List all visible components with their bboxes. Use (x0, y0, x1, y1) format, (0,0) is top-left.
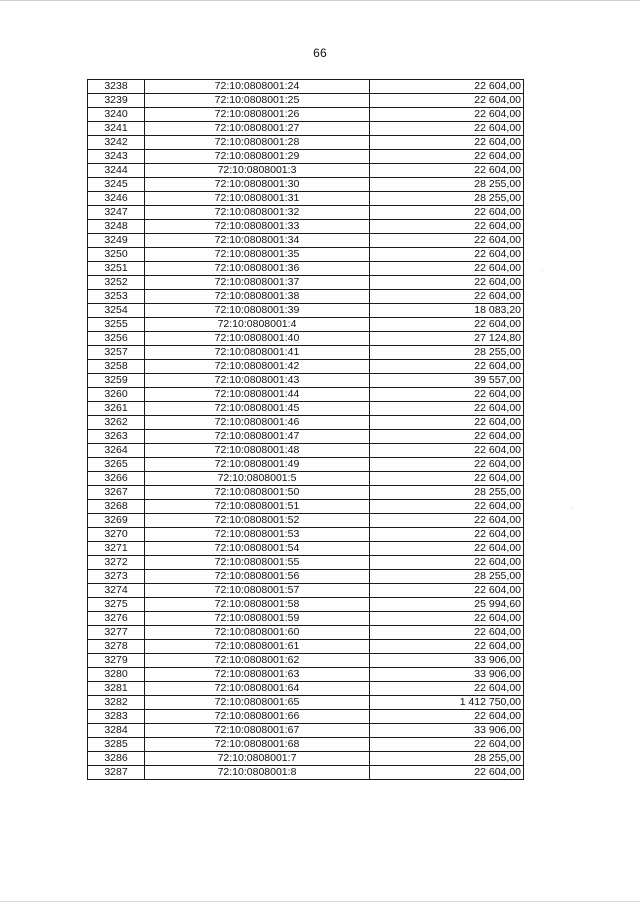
cadastral-value-cell: 22 604,00 (370, 528, 524, 542)
cadastral-value-cell: 33 906,00 (370, 724, 524, 738)
row-number-cell: 3266 (88, 472, 145, 486)
cadastral-value-table (87, 79, 524, 780)
row-number-cell: 3261 (88, 402, 145, 416)
cadastral-value-cell: 22 604,00 (370, 290, 524, 304)
table-row (88, 430, 524, 444)
row-number-cell: 3267 (88, 486, 145, 500)
row-number-cell: 3268 (88, 500, 145, 514)
cadastral-number-cell: 72:10:0808001:30 (145, 178, 370, 192)
cadastral-number-cell: 72:10:0808001:26 (145, 108, 370, 122)
cadastral-number-cell: 72:10:0808001:24 (145, 80, 370, 94)
row-number-cell: 3256 (88, 332, 145, 346)
cadastral-number-cell: 72:10:0808001:39 (145, 304, 370, 318)
table-row (88, 556, 524, 570)
cadastral-number-cell: 72:10:0808001:28 (145, 136, 370, 150)
table-row (88, 136, 524, 150)
table-row (88, 472, 524, 486)
cadastral-value-cell: 22 604,00 (370, 402, 524, 416)
cadastral-value-cell: 22 604,00 (370, 416, 524, 430)
cadastral-value-cell: 22 604,00 (370, 276, 524, 290)
cadastral-value-cell: 22 604,00 (370, 640, 524, 654)
row-number-cell: 3243 (88, 150, 145, 164)
row-number-cell: 3263 (88, 430, 145, 444)
cadastral-value-cell: 22 604,00 (370, 164, 524, 178)
cadastral-number-cell: 72:10:0808001:52 (145, 514, 370, 528)
cadastral-value-cell: 22 604,00 (370, 388, 524, 402)
cadastral-number-cell: 72:10:0808001:67 (145, 724, 370, 738)
table-row (88, 710, 524, 724)
row-number-cell: 3248 (88, 220, 145, 234)
table-row (88, 192, 524, 206)
cadastral-number-cell: 72:10:0808001:46 (145, 416, 370, 430)
row-number-cell: 3252 (88, 276, 145, 290)
bottom-border-line (0, 901, 640, 902)
row-number-cell: 3283 (88, 710, 145, 724)
cadastral-number-cell: 72:10:0808001:66 (145, 710, 370, 724)
table-row (88, 752, 524, 766)
cadastral-number-cell: 72:10:0808001:25 (145, 94, 370, 108)
cadastral-value-cell: 22 604,00 (370, 122, 524, 136)
table-row (88, 262, 524, 276)
table-row (88, 178, 524, 192)
top-border-line (0, 0, 640, 1)
table-row (88, 416, 524, 430)
cadastral-value-cell: 22 604,00 (370, 234, 524, 248)
cadastral-number-cell: 72:10:0808001:48 (145, 444, 370, 458)
cadastral-value-cell: 22 604,00 (370, 430, 524, 444)
cadastral-value-cell: 22 604,00 (370, 262, 524, 276)
row-number-cell: 3249 (88, 234, 145, 248)
row-number-cell: 3277 (88, 626, 145, 640)
cadastral-value-cell: 22 604,00 (370, 360, 524, 374)
cadastral-number-cell: 72:10:0808001:37 (145, 276, 370, 290)
cadastral-number-cell: 72:10:0808001:58 (145, 598, 370, 612)
cadastral-number-cell: 72:10:0808001:59 (145, 612, 370, 626)
cadastral-value-cell: 22 604,00 (370, 248, 524, 262)
page-number: 66 (313, 46, 327, 60)
row-number-cell: 3265 (88, 458, 145, 472)
table-row (88, 108, 524, 122)
cadastral-value-cell: 22 604,00 (370, 206, 524, 220)
table-row (88, 696, 524, 710)
cadastral-value-cell: 22 604,00 (370, 710, 524, 724)
table-row (88, 276, 524, 290)
table-row (88, 122, 524, 136)
cadastral-value-cell: 28 255,00 (370, 178, 524, 192)
table-row (88, 94, 524, 108)
cadastral-value-cell: 22 604,00 (370, 542, 524, 556)
row-number-cell: 3271 (88, 542, 145, 556)
row-number-cell: 3284 (88, 724, 145, 738)
table-row (88, 318, 524, 332)
row-number-cell: 3259 (88, 374, 145, 388)
table-row (88, 514, 524, 528)
table-row (88, 332, 524, 346)
cadastral-value-cell: 22 604,00 (370, 682, 524, 696)
cadastral-number-cell: 72:10:0808001:47 (145, 430, 370, 444)
row-number-cell: 3241 (88, 122, 145, 136)
table-row (88, 654, 524, 668)
table-row (88, 290, 524, 304)
row-number-cell: 3276 (88, 612, 145, 626)
row-number-cell: 3281 (88, 682, 145, 696)
cadastral-number-cell: 72:10:0808001:32 (145, 206, 370, 220)
cadastral-value-cell: 22 604,00 (370, 584, 524, 598)
row-number-cell: 3285 (88, 738, 145, 752)
row-number-cell: 3280 (88, 668, 145, 682)
cadastral-number-cell: 72:10:0808001:8 (145, 766, 370, 780)
row-number-cell: 3279 (88, 654, 145, 668)
cadastral-value-cell: 28 255,00 (370, 192, 524, 206)
table-row (88, 164, 524, 178)
cadastral-number-cell: 72:10:0808001:33 (145, 220, 370, 234)
table-row (88, 612, 524, 626)
row-number-cell: 3242 (88, 136, 145, 150)
cadastral-number-cell: 72:10:0808001:36 (145, 262, 370, 276)
table-row (88, 80, 524, 94)
cadastral-value-cell: 28 255,00 (370, 486, 524, 500)
cadastral-value-cell: 28 255,00 (370, 752, 524, 766)
cadastral-value-cell: 22 604,00 (370, 514, 524, 528)
row-number-cell: 3282 (88, 696, 145, 710)
cadastral-value-cell: 22 604,00 (370, 626, 524, 640)
row-number-cell: 3262 (88, 416, 145, 430)
cadastral-number-cell: 72:10:0808001:50 (145, 486, 370, 500)
table-body (88, 80, 524, 780)
cadastral-value-cell: 22 604,00 (370, 458, 524, 472)
cadastral-value-cell: 22 604,00 (370, 444, 524, 458)
table-row (88, 458, 524, 472)
cadastral-number-cell: 72:10:0808001:56 (145, 570, 370, 584)
cadastral-number-cell: 72:10:0808001:45 (145, 402, 370, 416)
row-number-cell: 3254 (88, 304, 145, 318)
cadastral-number-cell: 72:10:0808001:43 (145, 374, 370, 388)
cadastral-number-cell: 72:10:0808001:57 (145, 584, 370, 598)
cadastral-number-cell: 72:10:0808001:40 (145, 332, 370, 346)
scan-speck: · (570, 503, 573, 513)
cadastral-number-cell: 72:10:0808001:3 (145, 164, 370, 178)
table-row (88, 402, 524, 416)
table-row (88, 738, 524, 752)
cadastral-number-cell: 72:10:0808001:35 (145, 248, 370, 262)
row-number-cell: 3245 (88, 178, 145, 192)
cadastral-value-cell: 18 083,20 (370, 304, 524, 318)
row-number-cell: 3272 (88, 556, 145, 570)
row-number-cell: 3253 (88, 290, 145, 304)
row-number-cell: 3286 (88, 752, 145, 766)
row-number-cell: 3287 (88, 766, 145, 780)
cadastral-number-cell: 72:10:0808001:5 (145, 472, 370, 486)
cadastral-number-cell: 72:10:0808001:29 (145, 150, 370, 164)
cadastral-number-cell: 72:10:0808001:51 (145, 500, 370, 514)
table-row (88, 360, 524, 374)
row-number-cell: 3239 (88, 94, 145, 108)
cadastral-number-cell: 72:10:0808001:65 (145, 696, 370, 710)
row-number-cell: 3244 (88, 164, 145, 178)
cadastral-number-cell: 72:10:0808001:49 (145, 458, 370, 472)
cadastral-number-cell: 72:10:0808001:61 (145, 640, 370, 654)
cadastral-value-cell: 22 604,00 (370, 500, 524, 514)
cadastral-value-cell: 27 124,80 (370, 332, 524, 346)
row-number-cell: 3270 (88, 528, 145, 542)
cadastral-value-cell: 39 557,00 (370, 374, 524, 388)
cadastral-number-cell: 72:10:0808001:53 (145, 528, 370, 542)
table-row (88, 374, 524, 388)
row-number-cell: 3264 (88, 444, 145, 458)
cadastral-value-cell: 1 412 750,00 (370, 696, 524, 710)
cadastral-number-cell: 72:10:0808001:63 (145, 668, 370, 682)
row-number-cell: 3269 (88, 514, 145, 528)
row-number-cell: 3274 (88, 584, 145, 598)
table-row (88, 668, 524, 682)
row-number-cell: 3238 (88, 80, 145, 94)
cadastral-number-cell: 72:10:0808001:64 (145, 682, 370, 696)
table-row (88, 724, 524, 738)
row-number-cell: 3278 (88, 640, 145, 654)
cadastral-number-cell: 72:10:0808001:7 (145, 752, 370, 766)
table-row (88, 248, 524, 262)
cadastral-number-cell: 72:10:0808001:55 (145, 556, 370, 570)
scan-speck: · (541, 265, 544, 275)
table-row (88, 304, 524, 318)
cadastral-number-cell: 72:10:0808001:60 (145, 626, 370, 640)
cadastral-value-cell: 22 604,00 (370, 318, 524, 332)
cadastral-value-cell: 28 255,00 (370, 570, 524, 584)
cadastral-value-cell: 22 604,00 (370, 738, 524, 752)
cadastral-value-cell: 22 604,00 (370, 136, 524, 150)
cadastral-number-cell: 72:10:0808001:68 (145, 738, 370, 752)
cadastral-number-cell: 72:10:0808001:38 (145, 290, 370, 304)
cadastral-number-cell: 72:10:0808001:42 (145, 360, 370, 374)
cadastral-value-cell: 22 604,00 (370, 80, 524, 94)
table-row (88, 682, 524, 696)
cadastral-number-cell: 72:10:0808001:41 (145, 346, 370, 360)
cadastral-value-cell: 22 604,00 (370, 150, 524, 164)
cadastral-value-cell: 22 604,00 (370, 556, 524, 570)
table-row (88, 150, 524, 164)
cadastral-value-cell: 22 604,00 (370, 766, 524, 780)
cadastral-number-cell: 72:10:0808001:34 (145, 234, 370, 248)
cadastral-value-cell: 25 994,60 (370, 598, 524, 612)
cadastral-value-cell: 33 906,00 (370, 668, 524, 682)
table-row (88, 766, 524, 780)
cadastral-value-cell: 22 604,00 (370, 108, 524, 122)
cadastral-value-cell: 33 906,00 (370, 654, 524, 668)
cadastral-number-cell: 72:10:0808001:4 (145, 318, 370, 332)
cadastral-number-cell: 72:10:0808001:31 (145, 192, 370, 206)
cadastral-value-cell: 22 604,00 (370, 220, 524, 234)
cadastral-value-cell: 28 255,00 (370, 346, 524, 360)
row-number-cell: 3257 (88, 346, 145, 360)
cadastral-number-cell: 72:10:0808001:54 (145, 542, 370, 556)
table-row (88, 500, 524, 514)
table-row (88, 570, 524, 584)
cadastral-value-cell: 22 604,00 (370, 472, 524, 486)
row-number-cell: 3250 (88, 248, 145, 262)
table-row (88, 220, 524, 234)
table-row (88, 234, 524, 248)
table-row (88, 584, 524, 598)
row-number-cell: 3258 (88, 360, 145, 374)
table-row (88, 542, 524, 556)
row-number-cell: 3275 (88, 598, 145, 612)
row-number-cell: 3247 (88, 206, 145, 220)
table-row (88, 388, 524, 402)
cadastral-number-cell: 72:10:0808001:62 (145, 654, 370, 668)
row-number-cell: 3260 (88, 388, 145, 402)
row-number-cell: 3255 (88, 318, 145, 332)
table-row (88, 486, 524, 500)
row-number-cell: 3273 (88, 570, 145, 584)
table-row (88, 206, 524, 220)
table-row (88, 598, 524, 612)
table-row (88, 444, 524, 458)
cadastral-number-cell: 72:10:0808001:44 (145, 388, 370, 402)
row-number-cell: 3246 (88, 192, 145, 206)
cadastral-value-cell: 22 604,00 (370, 612, 524, 626)
row-number-cell: 3251 (88, 262, 145, 276)
cadastral-value-cell: 22 604,00 (370, 94, 524, 108)
table-row (88, 626, 524, 640)
row-number-cell: 3240 (88, 108, 145, 122)
table-row (88, 346, 524, 360)
table-row (88, 528, 524, 542)
table-row (88, 640, 524, 654)
cadastral-number-cell: 72:10:0808001:27 (145, 122, 370, 136)
